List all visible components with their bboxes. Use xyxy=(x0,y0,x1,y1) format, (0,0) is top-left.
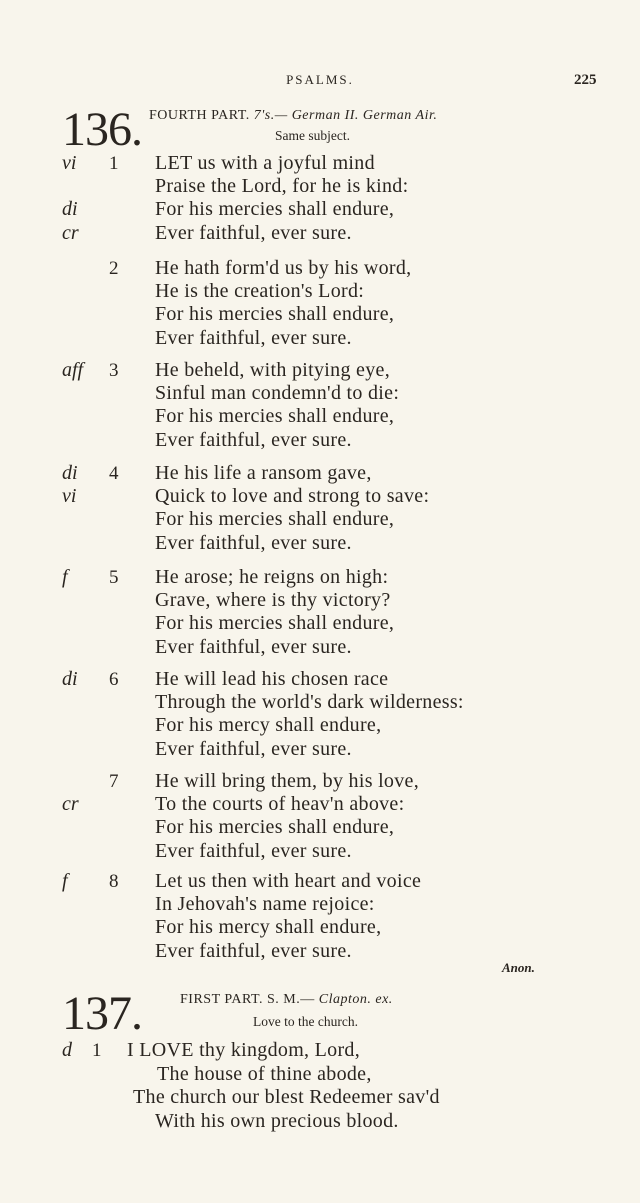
hymn-part: FOURTH PART. xyxy=(149,108,250,123)
hymn-subject: Same subject. xyxy=(275,128,350,143)
stanza-number: 7 xyxy=(109,771,119,792)
verse-line: For his mercies shall endure, xyxy=(155,612,395,635)
verse-line: For his mercies shall endure, xyxy=(155,198,395,221)
stanza-number: 5 xyxy=(109,567,119,588)
hymn-number: 136. xyxy=(62,103,142,156)
verse-line: He will bring them, by his love, xyxy=(155,770,420,792)
running-title: PSALMS. xyxy=(286,72,354,87)
verse-line: In Jehovah's name rejoice: xyxy=(155,893,375,916)
verse-line: Sinful man condemn'd to die: xyxy=(155,382,400,405)
verse-line: For his mercy shall endure, xyxy=(155,714,382,737)
verse-line: Ever faithful, ever sure. xyxy=(155,428,352,451)
verse-line: He will lead his chosen race xyxy=(155,668,389,690)
verse-line: LET us with a joyful mind xyxy=(155,152,375,174)
stanza-number: 8 xyxy=(109,871,119,892)
stanza-number: 2 xyxy=(109,258,119,279)
dynamic-mark: f xyxy=(62,870,68,892)
verse-line: Ever faithful, ever sure. xyxy=(155,531,352,554)
verse-line: To the courts of heav'n above: xyxy=(155,793,405,816)
verse-line: Ever faithful, ever sure. xyxy=(155,939,352,962)
dynamic-mark: f xyxy=(62,566,68,588)
dynamic-mark: d xyxy=(62,1039,72,1061)
verse-line: For his mercies shall endure, xyxy=(155,405,395,428)
verse-line: He hath form'd us by his word, xyxy=(155,257,412,279)
stanza-number: 6 xyxy=(109,669,119,690)
verse-line: For his mercy shall endure, xyxy=(155,916,382,939)
hymn-author: Anon. xyxy=(502,960,535,975)
verse-line: Let us then with heart and voice xyxy=(155,870,422,892)
stanza-number: 1 xyxy=(109,153,119,174)
stanza-number: 3 xyxy=(109,360,119,381)
verse-line: Ever faithful, ever sure. xyxy=(155,221,352,244)
hymn-part: FIRST PART. xyxy=(180,992,263,1007)
verse-line: Grave, where is thy victory? xyxy=(155,589,391,612)
stanza-number: 4 xyxy=(109,463,119,484)
verse-line: For his mercies shall endure, xyxy=(155,303,395,326)
verse-line: He beheld, with pitying eye, xyxy=(155,359,391,381)
verse-line: I LOVE thy kingdom, Lord, xyxy=(127,1039,361,1061)
dynamic-mark: cr xyxy=(62,221,79,244)
verse-line: He arose; he reigns on high: xyxy=(155,566,389,588)
verse-line: Through the world's dark wilderness: xyxy=(155,691,464,714)
verse-line: He his life a ransom gave, xyxy=(155,462,372,484)
dynamic-mark: di xyxy=(62,198,78,221)
verse-line: Ever faithful, ever sure. xyxy=(155,737,352,760)
dynamic-mark: vi xyxy=(62,152,77,174)
hymn-subject: Love to the church. xyxy=(253,1014,358,1029)
verse-line: Praise the Lord, for he is kind: xyxy=(155,175,409,198)
stanza-number: 1 xyxy=(92,1040,102,1061)
verse-line: The house of thine abode, xyxy=(157,1062,372,1085)
verse-line: For his mercies shall endure, xyxy=(155,508,395,531)
verse-line: Quick to love and strong to save: xyxy=(155,485,430,508)
dynamic-mark: vi xyxy=(62,485,77,508)
verse-line: For his mercies shall endure, xyxy=(155,816,395,839)
verse-line: Ever faithful, ever sure. xyxy=(155,326,352,349)
hymn-number: 137. xyxy=(62,987,142,1040)
hymn-tunes: Clapton. ex. xyxy=(318,992,393,1007)
page-number: 225 xyxy=(574,72,597,88)
dynamic-mark: di xyxy=(62,668,78,690)
hymn-part-line xyxy=(180,992,393,1008)
verse-line: Ever faithful, ever sure. xyxy=(155,635,352,658)
verse-line: Ever faithful, ever sure. xyxy=(155,839,352,862)
hymn-meter: 7's.— xyxy=(253,108,288,123)
verse-line: He is the creation's Lord: xyxy=(155,280,365,303)
dynamic-mark: di xyxy=(62,462,78,484)
hymn-meter: S. M.— xyxy=(267,992,315,1007)
dynamic-mark: aff xyxy=(62,359,84,381)
verse-line: The church our blest Redeemer sav'd xyxy=(133,1086,440,1108)
hymn-tunes: German II. German Air. xyxy=(291,108,438,123)
dynamic-mark: cr xyxy=(62,793,79,816)
hymn-part-line xyxy=(149,108,437,124)
verse-line: With his own precious blood. xyxy=(155,1109,399,1132)
